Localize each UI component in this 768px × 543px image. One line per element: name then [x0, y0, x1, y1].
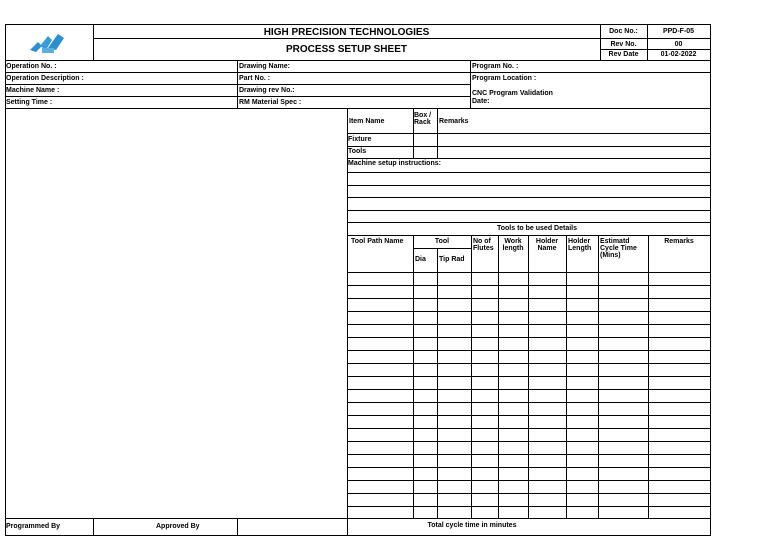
- flutes-header-2: Flutes: [473, 245, 494, 252]
- operation-no-label: Operation No. :: [6, 63, 57, 70]
- holder-name-header-2: Name: [537, 245, 557, 252]
- company-logo: [28, 28, 68, 54]
- cycle-time-header-3: (Mins): [600, 252, 621, 259]
- part-no-label: Part No. :: [239, 75, 271, 82]
- rev-date-value: 01-02-2022: [660, 51, 697, 58]
- total-cycle-label: Total cycle time in minutes: [427, 522, 517, 529]
- company-name: HIGH PRECISION TECHNOLOGIES: [263, 27, 430, 38]
- page-title: PROCESS SETUP SHEET: [286, 44, 407, 55]
- approved-by-label: Approved By: [156, 523, 200, 530]
- rm-spec-label: RM Material Spec :: [239, 99, 302, 106]
- date-label: Date:: [472, 98, 490, 105]
- rev-no-value: 00: [674, 41, 683, 48]
- doc-no-value: PPD-F-05: [662, 28, 695, 35]
- drawing-rev-label: Drawing rev No.:: [239, 87, 295, 94]
- program-no-label: Program No. :: [472, 63, 519, 70]
- cycle-time-header-1: Estimatd: [600, 238, 630, 245]
- machine-instructions-label: Machine setup instructions:: [348, 160, 441, 167]
- tools-table-title: Tools to be used Details: [497, 225, 577, 232]
- rev-no-label: Rev No.: [610, 41, 637, 48]
- doc-no-label: Doc No.:: [609, 28, 638, 35]
- machine-name-label: Machine Name :: [6, 87, 60, 94]
- tip-rad-header: Tip Rad: [439, 256, 465, 263]
- work-header-2: length: [502, 245, 524, 252]
- program-location-label: Program Location :: [472, 75, 537, 82]
- fixture-label: Fixture: [348, 136, 372, 143]
- cnc-validation-label: CNC Program Validation: [472, 90, 553, 97]
- holder-length-header-1: Holder: [568, 238, 591, 245]
- remarks-header: Remarks: [439, 118, 469, 125]
- operation-desc-label: Operation Description :: [6, 75, 84, 82]
- item-name-header: Item Name: [349, 118, 385, 125]
- box-rack-header-1: Box /: [414, 112, 432, 119]
- cycle-time-header-2: Cycle Time: [600, 245, 637, 252]
- rev-date-label: Rev Date: [608, 51, 639, 58]
- holder-length-header-2: Length: [568, 245, 592, 252]
- programmed-by-label: Programmed By: [6, 523, 61, 530]
- tools-label: Tools: [348, 148, 367, 155]
- dia-header: Dia: [415, 256, 426, 263]
- tool-remarks-header: Remarks: [664, 238, 694, 245]
- box-rack-header-2: Rack: [414, 119, 431, 126]
- tool-path-header: Tool Path Name: [351, 238, 404, 245]
- tool-header: Tool: [434, 238, 450, 245]
- work-header-1: Work: [504, 238, 522, 245]
- holder-name-header-1: Holder: [535, 238, 559, 245]
- drawing-name-label: Drawing Name:: [239, 63, 290, 70]
- flutes-header-1: No of: [473, 238, 491, 245]
- setting-time-label: Setting Time :: [6, 99, 53, 106]
- logo-icon: [28, 28, 68, 54]
